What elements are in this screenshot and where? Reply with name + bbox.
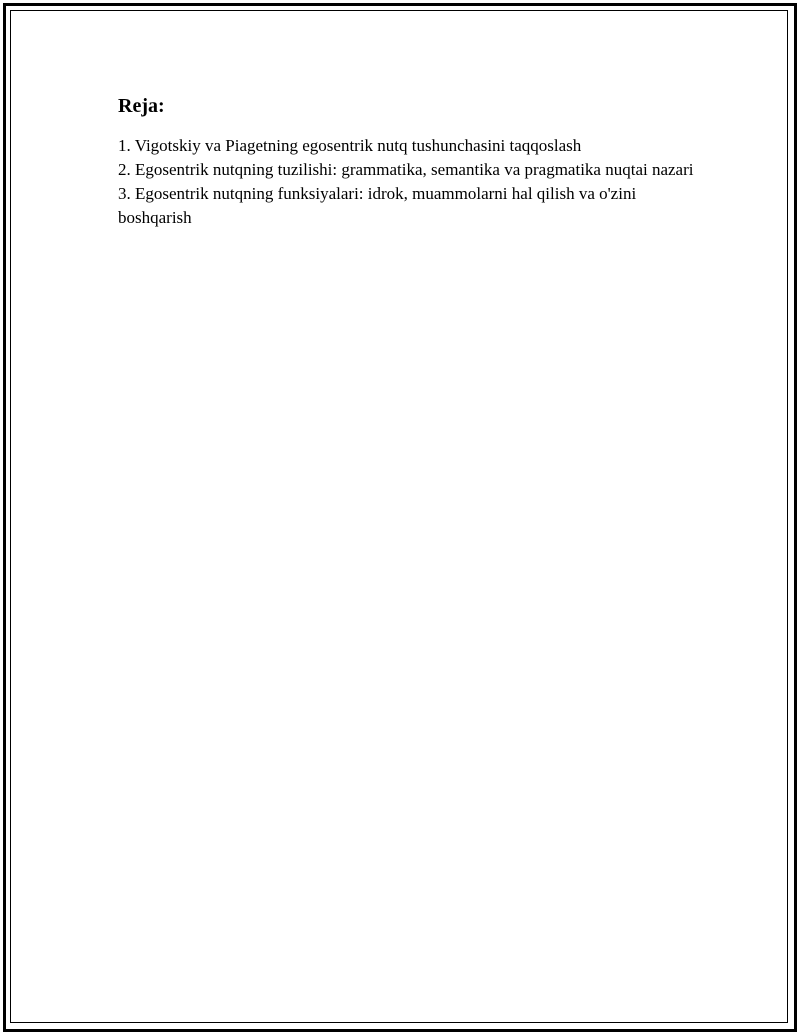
document-body — [118, 94, 698, 230]
plan-item-1: 1. Vigotskiy va Piagetning egosentrik nutq tushunchasini taqqoslash — [118, 136, 582, 155]
plan-list — [118, 134, 698, 230]
plan-item-3: 3. Egosentrik nutqning funksiyalari: idrok, muammolarni hal qilish va o'zini boshqarish — [118, 184, 637, 227]
plan-heading: Reja: — [118, 95, 165, 117]
plan-item-2: 2. Egosentrik nutqning tuzilishi: grammatika, semantika va pragmatika nuqtai nazari — [118, 160, 694, 179]
